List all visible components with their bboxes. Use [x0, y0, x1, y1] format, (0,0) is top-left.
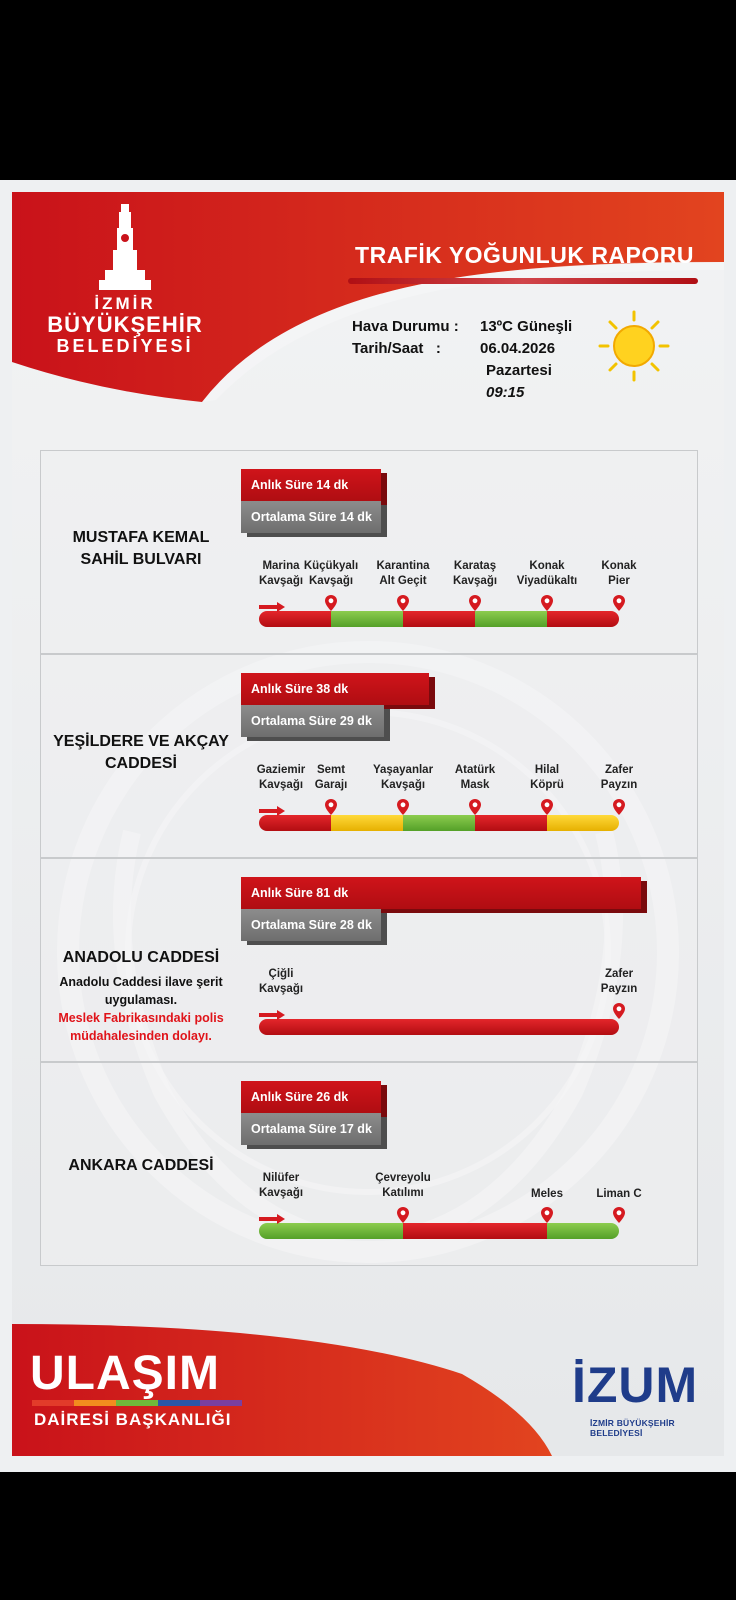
stop-label-line: Kavşağı	[380, 779, 426, 791]
stop-label-line: Garajı	[314, 779, 348, 791]
location-pin-icon	[325, 799, 337, 815]
stop-label-line: Pier	[608, 575, 630, 587]
daire-text: DAİRESİ BAŞKANLIĞI	[34, 1410, 232, 1429]
current-duration-bar: Anlık Süre 81 dk	[241, 877, 641, 909]
road-section	[40, 1062, 698, 1266]
stop-label-line: Alt Geçit	[379, 575, 427, 587]
route-segment-green	[259, 1223, 403, 1239]
logo-line-1: İZMİR	[94, 294, 156, 313]
location-pin-icon	[541, 799, 553, 815]
route-segment-yellow	[331, 815, 403, 831]
stop-label-line: Payzın	[600, 779, 638, 791]
route-track	[259, 815, 619, 831]
stop-label-line: Zafer	[604, 968, 634, 980]
road-name-line: CADDESİ	[104, 755, 177, 772]
stop-label-line: Karataş	[453, 560, 497, 572]
sun-icon	[598, 310, 670, 382]
stop-label-line: Kavşağı	[308, 575, 354, 587]
stop-label	[435, 763, 515, 793]
location-pin-icon	[325, 595, 337, 611]
location-pin-icon	[613, 799, 625, 815]
stop-label-line: Katılımı	[382, 1187, 424, 1199]
road-name	[41, 731, 241, 775]
traffic-report-poster	[0, 180, 736, 1472]
stop-label-line: Mask	[460, 779, 490, 791]
stop-label-line: Viyadükaltı	[516, 575, 578, 587]
title-underline	[348, 278, 698, 284]
stop-label-line: Hilal	[534, 764, 560, 776]
stop-label-line: Konak	[529, 560, 565, 572]
stop-label	[579, 967, 659, 997]
stop-label	[363, 763, 443, 793]
road-section	[40, 654, 698, 858]
stop-label	[507, 763, 587, 793]
ulasim-stripe	[32, 1400, 242, 1406]
stop-label	[363, 1171, 443, 1201]
location-pin-icon	[541, 1207, 553, 1223]
ulasim-logo-text: ULAŞIM	[30, 1347, 220, 1400]
stop-label-line: Küçükyalı	[303, 560, 359, 572]
stop-label-line: Kavşağı	[258, 983, 304, 995]
route-track	[259, 1223, 619, 1239]
route-segment-yellow	[547, 815, 619, 831]
location-pin-icon	[397, 1207, 409, 1223]
road-name	[41, 1155, 241, 1177]
izum-subtitle: İZMİR BÜYÜKŞEHİR BELEDİYESİ	[590, 1418, 675, 1438]
route-segment-red	[403, 1223, 547, 1239]
route-track	[259, 1019, 619, 1035]
average-duration-bar: Ortalama Süre 17 dk	[241, 1113, 381, 1145]
incident-note: müdahalesinden dolayı.	[70, 1029, 212, 1043]
current-duration-bar: Anlık Süre 26 dk	[241, 1081, 381, 1113]
average-duration-bar: Ortalama Süre 14 dk	[241, 501, 381, 533]
road-note: Anadolu Caddesi ilave şerit	[59, 975, 223, 989]
time-value: 09:15	[486, 384, 525, 401]
road-name-line: YEŞİLDERE VE AKÇAY	[53, 733, 229, 750]
road-section	[40, 450, 698, 654]
poster-inner	[12, 192, 724, 1456]
route-segment-green	[475, 611, 547, 627]
stop-label-line: Kavşağı	[258, 779, 304, 791]
route-segment-green	[403, 815, 475, 831]
road-name-line: ANADOLU CADDESİ	[62, 949, 220, 966]
stop-label-line: Çevreyolu	[375, 1172, 431, 1184]
stop-label-line: Atatürk	[454, 764, 496, 776]
route-segment-red	[475, 815, 547, 831]
day-value: Pazartesi	[486, 362, 552, 379]
stop-label-line: Çiğli	[268, 968, 294, 980]
direction-arrow-icon	[259, 1007, 285, 1017]
stop-label-line: Nilüfer	[262, 1172, 300, 1184]
stop-label-line: Gaziemir	[256, 764, 306, 776]
route-segment-red	[259, 611, 331, 627]
date-value: 06.04.2026	[480, 340, 556, 357]
stop-label-line: Yaşayanlar	[372, 764, 434, 776]
location-pin-icon	[541, 595, 553, 611]
average-duration-bar: Ortalama Süre 28 dk	[241, 909, 381, 941]
incident-note: Meslek Fabrikasındaki polis	[58, 1011, 224, 1025]
stop-label-line: Kavşağı	[452, 575, 498, 587]
route-track	[259, 611, 619, 627]
weather-label: Hava Durumu	[352, 318, 450, 335]
stop-label	[363, 559, 443, 589]
direction-arrow-icon	[259, 599, 285, 609]
stop-label	[507, 559, 587, 589]
road-name-line: ANKARA CADDESİ	[68, 1157, 214, 1174]
report-title: TRAFİK YOĞUNLUK RAPORU	[355, 242, 694, 268]
stop-label-line: Liman C	[596, 1188, 642, 1200]
stop-label-line: Kavşağı	[258, 575, 304, 587]
location-pin-icon	[613, 595, 625, 611]
stop-label	[579, 1187, 659, 1202]
stop-label-line: Köprü	[530, 779, 564, 791]
road-name-line: SAHİL BULVARI	[80, 551, 202, 568]
road-name	[41, 527, 241, 571]
current-duration-bar: Anlık Süre 38 dk	[241, 673, 429, 705]
stop-label-line: Zafer	[604, 764, 634, 776]
road-name-line: MUSTAFA KEMAL	[72, 529, 210, 546]
stop-label-line: Karantina	[376, 560, 430, 572]
izum-logo-text: İZUM	[572, 1357, 699, 1413]
road-section	[40, 858, 698, 1062]
stop-label	[241, 967, 321, 997]
stop-label-line: Payzın	[600, 983, 638, 995]
road-name	[41, 947, 241, 969]
route-segment-green	[547, 1223, 619, 1239]
weather-value: 13ºC Güneşli	[480, 318, 573, 335]
route-segment-green	[331, 611, 403, 627]
stop-label	[579, 763, 659, 793]
direction-arrow-icon	[259, 1211, 285, 1221]
stop-label-line: Marina	[262, 560, 300, 572]
stop-label	[241, 1171, 321, 1201]
route-segment-red	[259, 1019, 619, 1035]
stop-label-line: Kavşağı	[258, 1187, 304, 1199]
location-pin-icon	[469, 799, 481, 815]
stop-label	[435, 559, 515, 589]
location-pin-icon	[397, 799, 409, 815]
stop-label-line: Meles	[531, 1188, 563, 1200]
logo-line-3: BELEDİYESİ	[56, 336, 194, 356]
stop-label	[579, 559, 659, 589]
current-duration-bar: Anlık Süre 14 dk	[241, 469, 381, 501]
location-pin-icon	[397, 595, 409, 611]
route-segment-red	[547, 611, 619, 627]
stop-label-line: Semt	[316, 764, 346, 776]
logo-line-2: BÜYÜKŞEHİR	[47, 312, 203, 337]
location-pin-icon	[613, 1207, 625, 1223]
location-pin-icon	[469, 595, 481, 611]
route-segment-red	[403, 611, 475, 627]
route-segment-red	[259, 815, 331, 831]
stop-label	[291, 763, 371, 793]
road-note: uygulaması.	[104, 993, 178, 1007]
stop-label	[291, 559, 371, 589]
datetime-label: Tarih/Saat	[352, 340, 424, 357]
weather-date-info: Hava Durumu : 13ºC Güneşli Tarih/Saat : 06.04.2026 Pazartesi 09:15	[352, 318, 572, 406]
stop-label	[507, 1187, 587, 1202]
clock-tower-icon	[95, 204, 155, 292]
stop-label-line: Konak	[601, 560, 637, 572]
location-pin-icon	[613, 1003, 625, 1019]
average-duration-bar: Ortalama Süre 29 dk	[241, 705, 384, 737]
izmir-logo	[40, 204, 210, 356]
direction-arrow-icon	[259, 803, 285, 813]
